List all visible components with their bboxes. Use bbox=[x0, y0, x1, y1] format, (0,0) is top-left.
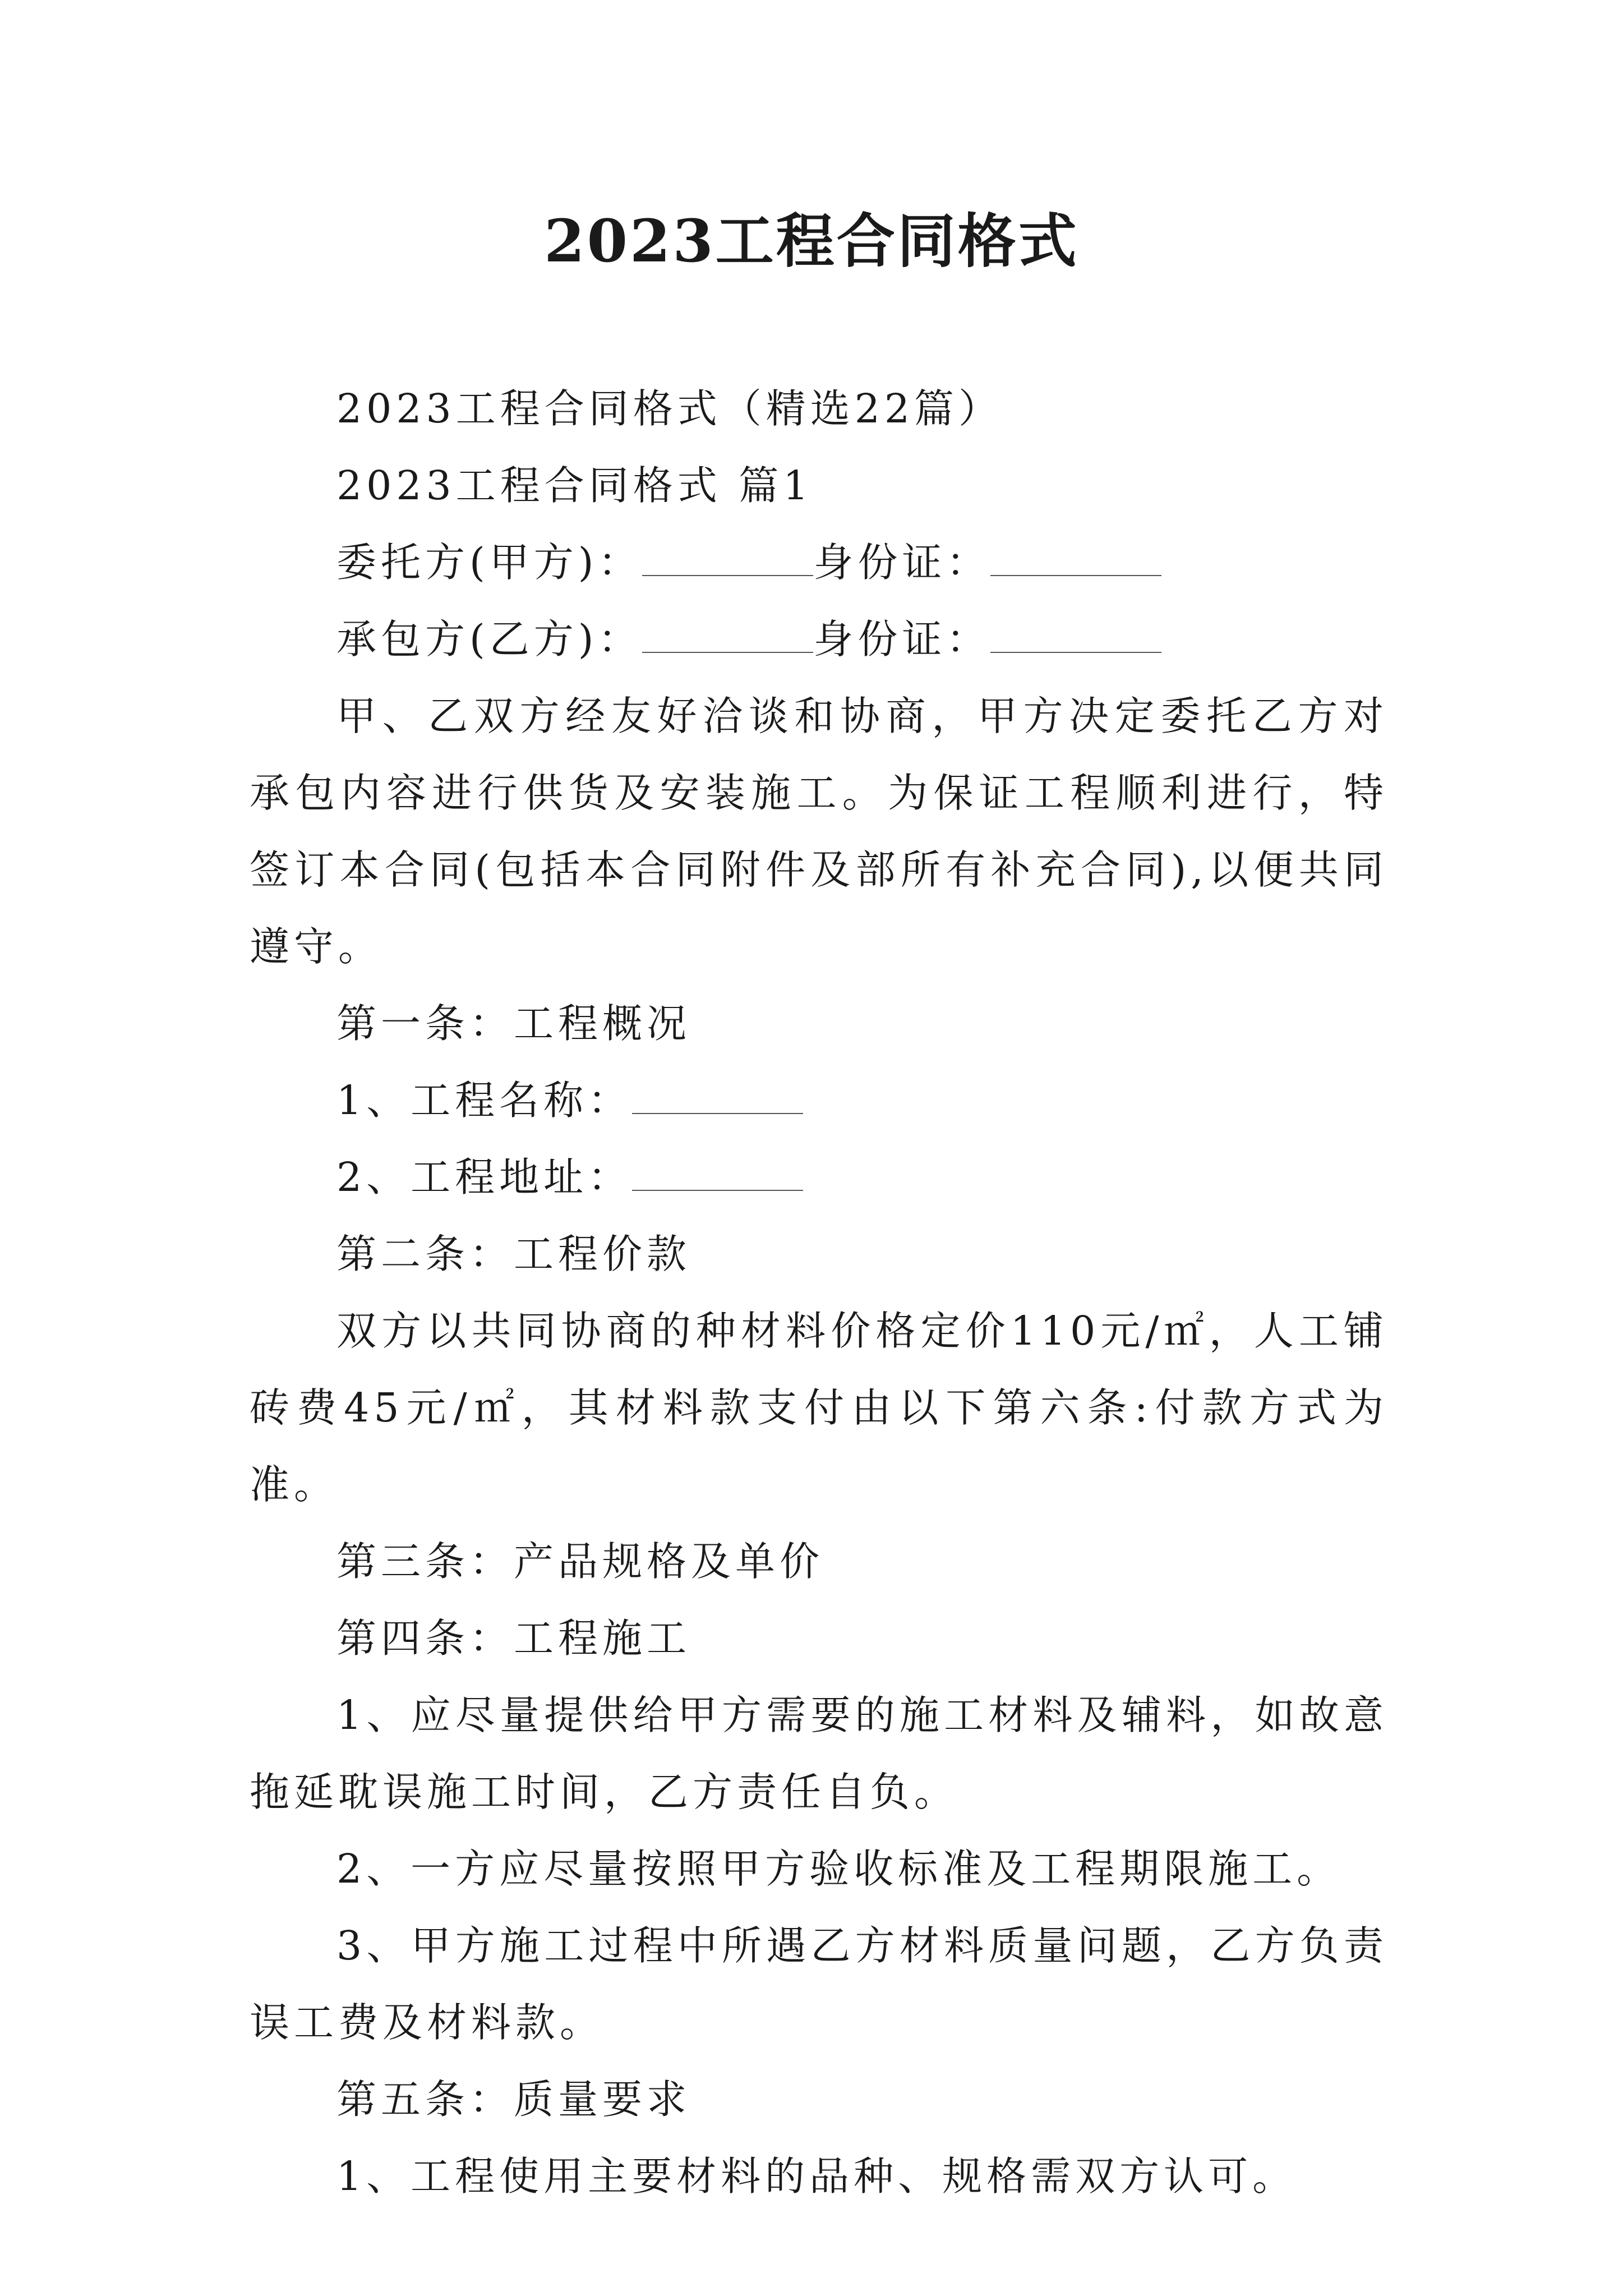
article-2-text: 双方以共同协商的种材料价格定价110元/㎡，人工铺砖费45元/㎡，其材料款支付由以下第六条:付款方式为准。 bbox=[250, 1308, 1388, 1508]
article-4-item-1: 1、应尽量提供给甲方需要的施工材料及辅料，如故意拖延耽误施工时间，乙方责任自负。 bbox=[250, 1692, 1388, 1815]
article-3-heading: 第三条：产品规格及单价 bbox=[336, 1538, 824, 1585]
section-heading: 2023工程合同格式 篇1 bbox=[336, 462, 813, 509]
party-line-b bbox=[250, 601, 1388, 678]
project-address-blank[interactable] bbox=[632, 1155, 803, 1191]
party-line-a bbox=[250, 524, 1388, 601]
party-b-name-blank[interactable] bbox=[642, 617, 813, 653]
article-5-heading: 第五条：质量要求 bbox=[336, 2076, 691, 2123]
article-5-item-1: 1、工程使用主要材料的品种、规格需双方认可。 bbox=[336, 2153, 1297, 2200]
project-address-line bbox=[250, 1139, 1388, 1216]
party-b-id-label: 身份证： bbox=[813, 616, 991, 662]
project-name-line bbox=[250, 1062, 1388, 1139]
article-2-heading: 第二条：工程价款 bbox=[336, 1231, 691, 1277]
article-4-item-2: 2、一方应尽量按照甲方验收标准及工程期限施工。 bbox=[336, 1846, 1341, 1892]
document-subtitle: 2023工程合同格式（精选22篇） bbox=[336, 385, 1003, 432]
party-a-id-label: 身份证： bbox=[813, 539, 991, 586]
project-name-label: 1、工程名称： bbox=[336, 1077, 633, 1124]
article-4-item-3: 3、甲方施工过程中所遇乙方材料质量问题，乙方负责误工费及材料款。 bbox=[250, 1922, 1388, 2046]
party-a-label: 委托方(甲方)： bbox=[336, 539, 643, 586]
party-b-label: 承包方(乙方)： bbox=[336, 616, 643, 662]
party-a-id-blank[interactable] bbox=[990, 540, 1161, 576]
party-b-id-blank[interactable] bbox=[990, 617, 1161, 653]
article-1-heading: 第一条：工程概况 bbox=[336, 1000, 691, 1047]
document-title: 2023工程合同格式 bbox=[544, 206, 1079, 275]
party-a-name-blank[interactable] bbox=[642, 540, 813, 576]
project-name-blank[interactable] bbox=[632, 1078, 803, 1114]
intro-paragraph: 甲、乙双方经友好洽谈和协商，甲方决定委托乙方对承包内容进行供货及安装施工。为保证工程顺利进行，特签订本合同(包括本合同附件及部所有补充合同),以便共同遵守。 bbox=[250, 693, 1388, 970]
document-body bbox=[250, 370, 1388, 2215]
project-address-label: 2、工程地址： bbox=[336, 1154, 633, 1200]
article-4-heading: 第四条：工程施工 bbox=[336, 1615, 691, 1662]
